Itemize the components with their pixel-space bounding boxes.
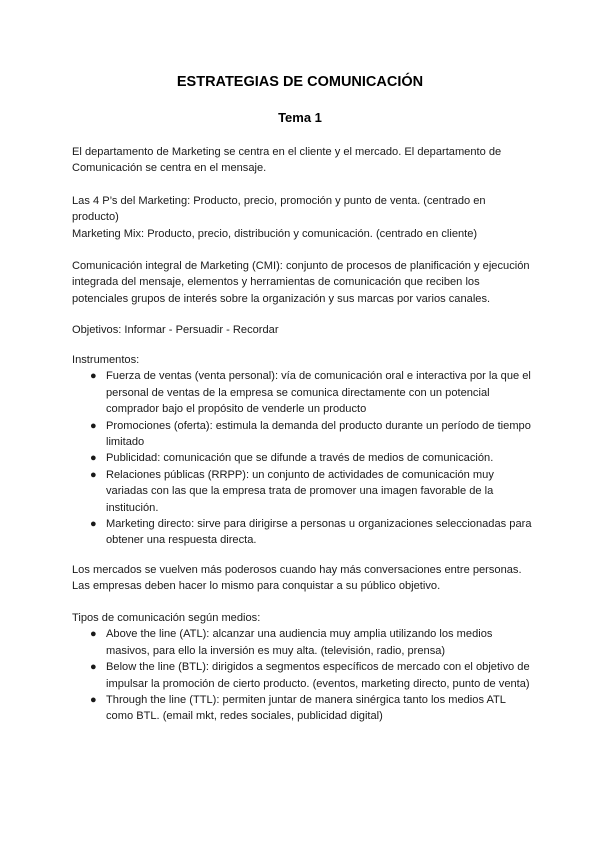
list-item (72, 626, 532, 659)
instrumentos-list (72, 368, 532, 548)
list-item-text: Fuerza de ventas (venta personal): vía de comunicación oral e interactiva por la que el personal de ventas de la empresa se comunica directamente con un potencial comprador bajo el propósito de venderle un producto (106, 370, 531, 416)
marketing-ps-paragraph (72, 193, 532, 242)
bullet-icon: ● (90, 370, 97, 383)
instrumentos-section (72, 352, 532, 549)
objetivos-paragraph (72, 322, 532, 338)
mercados-paragraph (72, 562, 532, 595)
bullet-icon: ● (90, 661, 97, 674)
bullet-icon: ● (90, 628, 97, 641)
list-item-text: Promociones (oferta): estimula la demanda del producto durante un período de tiempo limitado (106, 419, 531, 449)
bullet-icon: ● (90, 694, 97, 707)
intro-text: El departamento de Marketing se centra en el cliente y el mercado. El departamento de Comunicación se centra en el mensaje. (72, 146, 502, 175)
list-item (72, 516, 532, 549)
list-item-text: Publicidad: comunicación que se difunde a través de medios de comunicación. (106, 452, 494, 465)
intro-paragraph (72, 144, 532, 177)
bullet-icon: ● (90, 468, 97, 481)
four-ps-text: Las 4 P’s del Marketing: Producto, precio, promoción y punto de venta. (centrado en producto) (72, 195, 486, 224)
list-item (72, 418, 532, 451)
marketing-mix-text: Marketing Mix: Producto, precio, distribución y comunicación. (centrado en cliente) (72, 227, 478, 240)
objetivos-text: Objetivos: Informar - Persuadir - Recordar (72, 324, 279, 336)
instrumentos-heading: Instrumentos: (72, 354, 140, 366)
tipos-list (72, 626, 532, 724)
list-item-text: Through the line (TTL): permiten juntar de manera sinérgica tanto los medios ATL como BTL. (email mkt, redes sociales, publicidad digital) (106, 694, 506, 723)
cmi-paragraph (72, 258, 532, 307)
cmi-text: Comunicación integral de Marketing (CMI): conjunto de procesos de planificación y ejecución integrada del mensaje, elementos y herramientas de comunicación que reciben los potenciales grupos de interés sobre la organización y sus marcas por varios canales. (72, 260, 530, 305)
list-item (72, 467, 532, 516)
list-item (72, 659, 532, 692)
mercados-text: Los mercados se vuelven más poderosos cuando hay más conversaciones entre personas. Las empresas deben hacer lo mismo para conquistar a su público objetivo. (72, 564, 522, 593)
bullet-icon: ● (90, 452, 97, 465)
bullet-icon: ● (90, 419, 97, 432)
document-title: ESTRATEGIAS DE COMUNICACIÓN (176, 74, 424, 90)
list-item (72, 692, 532, 725)
tipos-heading: Tipos de comunicación según medios: (72, 612, 261, 624)
list-item-text: Relaciones públicas (RRPP): un conjunto de actividades de comunicación muy variadas con las que la empresa trata de promover una imagen favorable de la institución. (106, 468, 494, 514)
list-item (72, 450, 532, 466)
list-item-text: Marketing directo: sirve para dirigirse a personas u organizaciones seleccionadas para obtener una respuesta directa. (106, 518, 532, 547)
document-subtitle: Tema 1 (278, 110, 322, 125)
list-item-text: Below the line (BTL): dirigidos a segmentos específicos de mercado con el objetivo de impulsar la promoción de cierto producto. (eventos, marketing directo, punto de venta) (106, 661, 530, 690)
tipos-section (72, 610, 532, 725)
bullet-icon: ● (90, 518, 97, 531)
list-item-text: Above the line (ATL): alcanzar una audiencia muy amplia utilizando los medios masivos, para ello la inversión es muy alta. (televisión, radio, prensa) (106, 628, 493, 657)
list-item (72, 368, 532, 417)
